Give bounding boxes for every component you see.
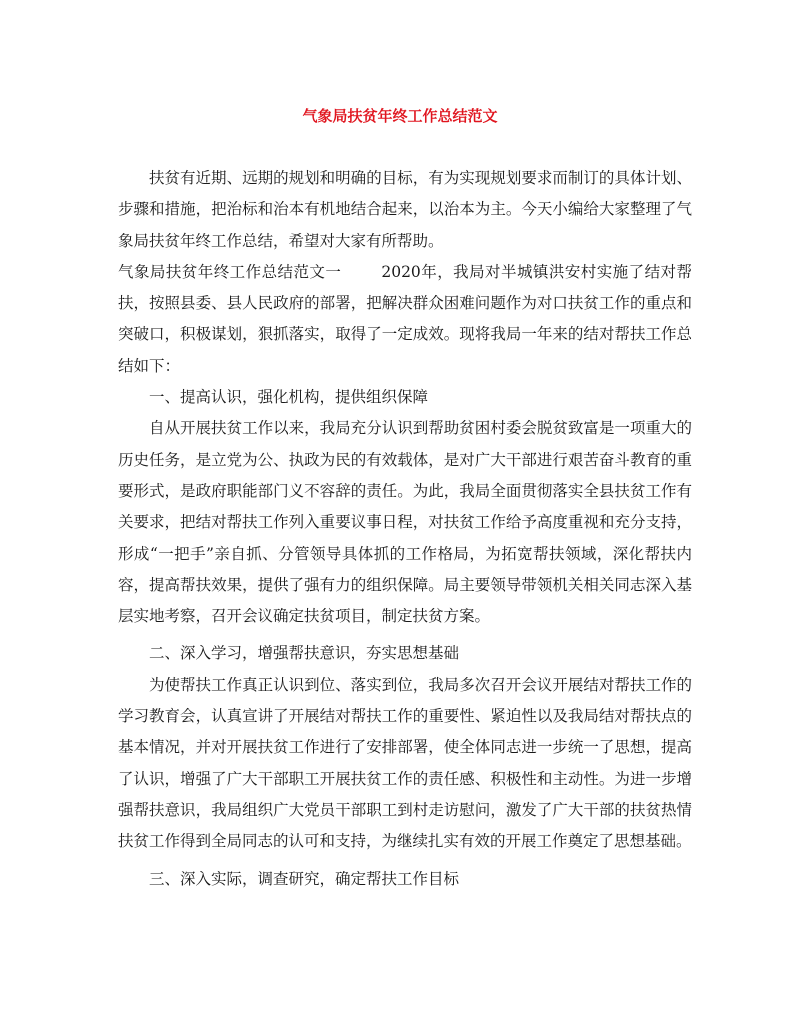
intro-paragraph: 扶贫有近期、远期的规划和明确的目标，有为实现规划要求而制订的具体计划、步骤和措施，把治标和治本有机地结合起来，以治本为主。今天小编给大家整理了气象局扶贫年终工作总结，希望对大家有所帮助。 bbox=[118, 169, 692, 250]
document-body bbox=[118, 163, 692, 895]
section-3-heading: 三、深入实际，调查研究，确定帮扶工作目标 bbox=[149, 869, 460, 888]
section-1-heading: 一、提高认识，强化机构，提供组织保障 bbox=[149, 388, 429, 407]
document-title: 气象局扶贫年终工作总结范文 bbox=[302, 107, 498, 125]
sample-label: 气象局扶贫年终工作总结范文一 bbox=[118, 262, 342, 281]
section-2-body: 为使帮扶工作真正认识到位、落实到位，我局多次召开会议开展结对帮扶工作的学习教育会，认真宣讲了开展结对帮扶工作的重要性、紧迫性以及我局结对帮扶点的基本情况，并对开展扶贫工作进行了安排部署，使全体同志进一步统一了思想，提高了认识，增强了广大干部职工开展扶贫工作的责任感、积极性和主动性。为进一步增强帮扶意识，我局组织广大党员干部职工到村走访慰问，激发了广大干部的扶贫热情扶贫工作得到全局同志的认可和支持，为继续扎实有效的开展工作奠定了思想基础。 bbox=[118, 675, 692, 851]
section-2-heading: 二、深入学习，增强帮扶意识，夯实思想基础 bbox=[149, 644, 460, 663]
sample-opening: 2020年，我局对半城镇洪安村实施了结对帮扶，按照县委、县人民政府的部署，把解决群众困难问题作为对口扶贫工作的重点和突破口，积极谋划，狠抓落实，取得了一定成效。现将我局一年来的结对帮扶工作总结如下： bbox=[118, 262, 692, 375]
sample-paragraph bbox=[118, 257, 692, 382]
section-1-body: 自从开展扶贫工作以来，我局充分认识到帮助贫困村委会脱贫致富是一项重大的历史任务，是立党为公、执政为民的有效载体，是对广大干部进行艰苦奋斗教育的重要形式，是政府职能部门义不容辞的责任。为此，我局全面贯彻落实全县扶贫工作有关要求，把结对帮扶工作列入重要议事日程，对扶贫工作给予高度重视和充分支持，形成“一把手”亲自抓、分管领导具体抓的工作格局，为拓宽帮扶领域，深化帮扶内容，提高帮扶效果，提供了强有力的组织保障。局主要领导带领机关相关同志深入基层实地考察，召开会议确定扶贫项目，制定扶贫方案。 bbox=[118, 419, 692, 626]
